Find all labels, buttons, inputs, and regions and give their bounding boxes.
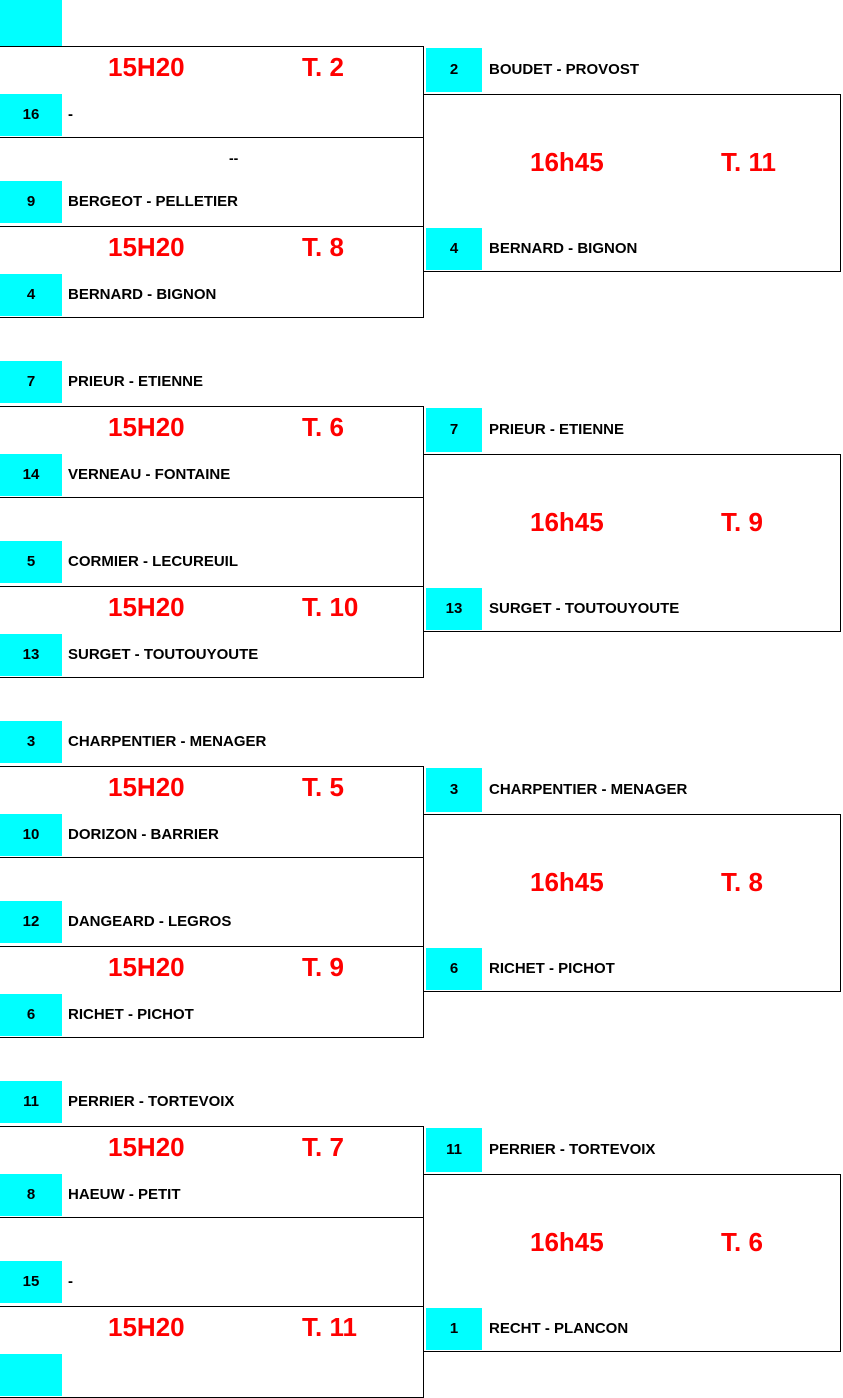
match-table: T. 11 <box>721 147 776 177</box>
match-table: T. 7 <box>302 1132 344 1162</box>
team-name: RICHET - PICHOT <box>68 1006 194 1023</box>
seed-cell: 6 <box>0 994 62 1036</box>
team-name: DANGEARD - LEGROS <box>68 913 232 930</box>
team-name: PRIEUR - ETIENNE <box>68 373 204 390</box>
seed-cell: 9 <box>0 181 62 223</box>
team-name: BOUDET - PROVOST <box>489 61 640 78</box>
team-name: BERNARD - BIGNON <box>68 286 217 303</box>
match-table: T. 6 <box>302 412 344 442</box>
seed-cell: 7 <box>0 361 62 403</box>
seed-cell: 6 <box>426 948 482 990</box>
seed-cell: 10 <box>0 814 62 856</box>
match-table: T. 9 <box>721 507 763 537</box>
match-time: 15H20 <box>108 1132 185 1162</box>
seed-cell: 16 <box>0 94 62 136</box>
seed-cell: 7 <box>426 408 482 452</box>
match-box <box>0 1306 424 1398</box>
match-time: 15H20 <box>108 52 185 82</box>
seed-cell: 4 <box>426 228 482 270</box>
team-name: VERNEAU - FONTAINE <box>68 466 231 483</box>
team-name: CHARPENTIER - MENAGER <box>489 781 688 798</box>
seed-cell: 3 <box>426 768 482 812</box>
team-name: - <box>68 1273 73 1290</box>
team-name: BERNARD - BIGNON <box>489 240 638 257</box>
seed-cell <box>0 1 62 43</box>
match-time: 15H20 <box>108 952 185 982</box>
team-name: BERGEOT - PELLETIER <box>68 193 239 210</box>
team-name: DORIZON - BARRIER <box>68 826 219 843</box>
match-box <box>0 946 424 1038</box>
seed-cell: 13 <box>0 634 62 676</box>
match-time: 16h45 <box>530 507 604 537</box>
match-table: T. 2 <box>302 52 344 82</box>
seed-cell: 4 <box>0 274 62 316</box>
seed-cell: 5 <box>0 541 62 583</box>
seed-cell: 12 <box>0 901 62 943</box>
match-time: 16h45 <box>530 1227 604 1257</box>
seed-cell: 14 <box>0 454 62 496</box>
team-name: RECHT - PLANCON <box>489 1320 629 1337</box>
team-name: RICHET - PICHOT <box>489 960 615 977</box>
match-box <box>423 1174 841 1352</box>
match-time: 15H20 <box>108 772 185 802</box>
match-box <box>423 814 841 992</box>
seed-cell: 8 <box>0 1174 62 1216</box>
match-time: 15H20 <box>108 412 185 442</box>
match-box <box>0 46 424 138</box>
match-time: 15H20 <box>108 592 185 622</box>
match-time: 15H20 <box>108 232 185 262</box>
match-time: 16h45 <box>530 867 604 897</box>
match-table: T. 6 <box>721 1227 763 1257</box>
seed-cell: 11 <box>426 1128 482 1172</box>
team-name: - <box>68 106 73 123</box>
team-name: PERRIER - TORTEVOIX <box>68 1093 235 1110</box>
team-name: SURGET - TOUTOUYOUTE <box>68 646 259 663</box>
team-name: CHARPENTIER - MENAGER <box>68 733 267 750</box>
team-name: HAEUW - PETIT <box>68 1186 181 1203</box>
seed-cell: 15 <box>0 1261 62 1303</box>
match-table: T. 5 <box>302 772 344 802</box>
seed-cell: 1 <box>426 1308 482 1350</box>
team-name: CORMIER - LECUREUIL <box>68 553 238 570</box>
match-table: T. 9 <box>302 952 344 982</box>
seed-cell: 2 <box>426 48 482 92</box>
match-table: T. 11 <box>302 1312 357 1342</box>
match-table: T. 8 <box>721 867 763 897</box>
match-table: T. 10 <box>302 592 359 622</box>
match-time: 15H20 <box>108 1312 185 1342</box>
match-time: 16h45 <box>530 147 604 177</box>
team-name: SURGET - TOUTOUYOUTE <box>489 600 680 617</box>
seed-cell: 3 <box>0 721 62 763</box>
match-table: T. 8 <box>302 232 344 262</box>
team-name: PERRIER - TORTEVOIX <box>489 1141 656 1158</box>
seed-cell: 11 <box>0 1081 62 1123</box>
separator-mark: -- <box>229 150 239 166</box>
team-name: PRIEUR - ETIENNE <box>489 421 625 438</box>
seed-cell <box>0 1354 62 1396</box>
match-box <box>0 1126 424 1218</box>
seed-cell: 13 <box>426 588 482 630</box>
